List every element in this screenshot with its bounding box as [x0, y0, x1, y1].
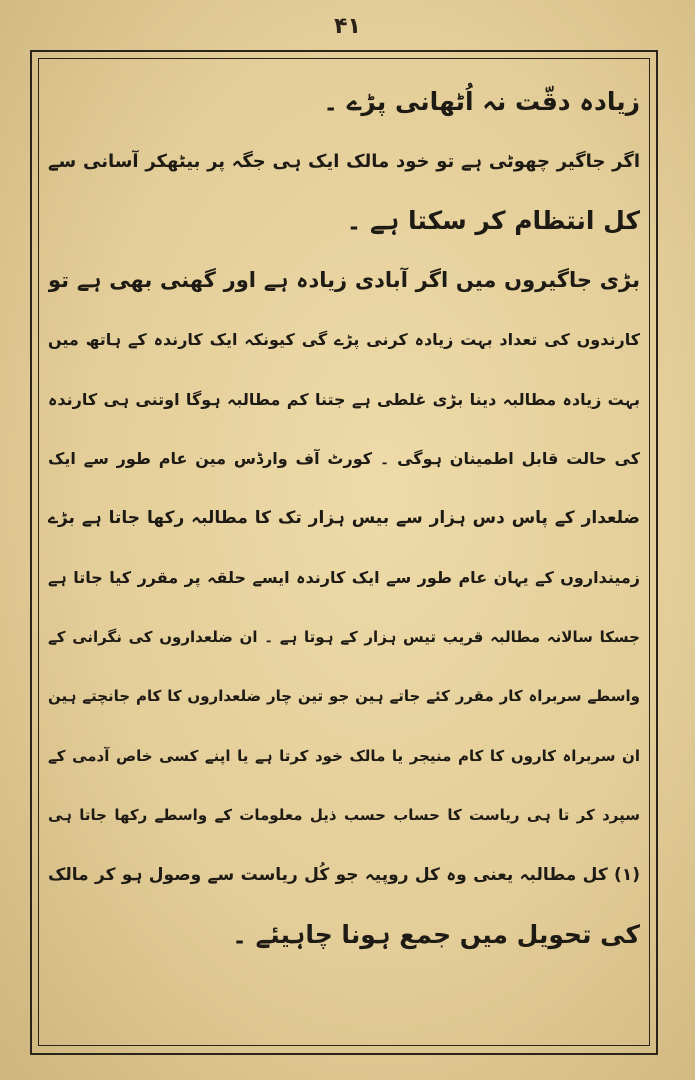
- text-line: کی تحویل میں جمع ہونا چاہیئے ۔: [232, 920, 640, 949]
- text-body: [48, 72, 640, 1032]
- text-line: (۱) کل مطالبہ یعنی وہ کل روپیہ جو کُل ریاست سے وصول ہو کر مالک: [48, 864, 640, 885]
- text-line: بڑی جاگیروں میں اگر آبادی زیادہ ہے اور گھنی بھی ہے تو: [48, 267, 640, 292]
- text-line: کی حالت قابل اطمینان ہوگی ۔ کورٹ آف وارڈس مین عام طور سے ایک: [48, 449, 640, 468]
- text-line: اگر جاگیر چھوٹی ہے تو خود مالک ایک ہی جگہ پر بیٹھکر آسانی سے: [48, 150, 640, 172]
- text-line: زمینداروں کے یہان عام طور سے ایک کارندہ ایسے حلقہ پر مقرر کیا جاتا ہے: [48, 568, 640, 587]
- text-line: ان سربراہ کاروں کا کام منیجر یا مالک خود کرتا ہے یا اپنے کسی خاص آدمی کے: [48, 746, 640, 765]
- text-line: کل انتظام کر سکتا ہے ۔: [346, 206, 640, 235]
- text-line: سپرد کر تا ہی ریاست کا حساب حسب ذیل معلومات کے واسطے رکھا جاتا ہی: [48, 806, 640, 824]
- page-number: ۴۱: [334, 14, 361, 39]
- text-line: کارندوں کی تعداد بہت زیادہ کرنی پڑے گی کیونکہ ایک کارندہ کے ہاتھ میں: [48, 330, 640, 349]
- text-line: بہت زیادہ مطالبہ دینا بڑی غلطی ہے جتنا کم مطالبہ ہوگا اوتنی ہی کارندہ: [48, 389, 640, 409]
- text-line: زیادہ دقّت نہ اُٹھانی پڑے ۔: [323, 87, 640, 116]
- text-line: واسطے سربراہ کار مقرر کئے جاتے ہین جو تین چار ضلعداروں کا کام جانچتے ہین: [48, 687, 640, 705]
- text-line: جسکا سالانہ مطالبہ قریب تیس ہزار کے ہوتا ہے ۔ ان ضلعداروں کی نگرانی کے: [48, 627, 640, 646]
- text-line: ضلعدار کے پاس دس ہزار سے بیس ہزار تک کا مطالبہ رکھا جاتا ہے بڑے: [48, 507, 640, 528]
